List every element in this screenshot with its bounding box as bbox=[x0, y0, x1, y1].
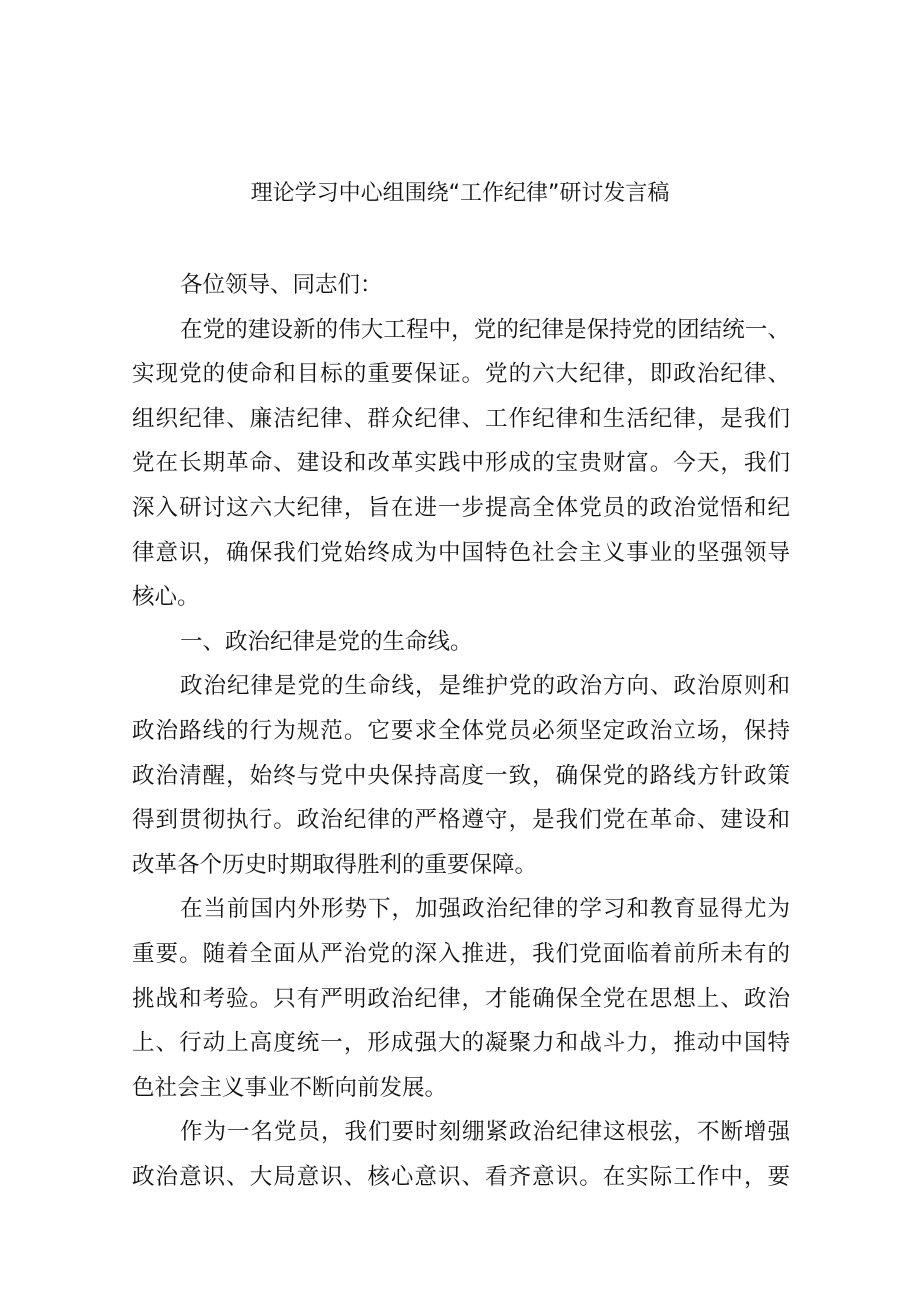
section-heading: 一、政治纪律是党的生命线。 bbox=[180, 628, 473, 655]
paragraph-line: 色社会主义事业不断向前发展。 bbox=[132, 1074, 448, 1101]
paragraph-line: 律意识，确保我们党始终成为中国特色社会主义事业的坚强领导 bbox=[132, 539, 790, 566]
paragraph-line: 上、行动上高度统一，形成强大的凝聚力和战斗力，推动中国特 bbox=[132, 1030, 790, 1057]
paragraph-line: 政治意识、大局意识、核心意识、看齐意识。在实际工作中，要 bbox=[132, 1163, 790, 1190]
paragraph-current-situation bbox=[132, 887, 790, 1110]
paragraph-line: 政治清醒，始终与党中央保持高度一致，确保党的路线方针政策 bbox=[132, 762, 790, 789]
paragraph-line: 在党的建设新的伟大工程中，党的纪律是保持党的团结统一、 bbox=[180, 316, 790, 343]
paragraph-party-member bbox=[132, 1110, 790, 1199]
document-title: 理论学习中心组围绕“工作纪律”研讨发言稿 bbox=[250, 181, 670, 206]
paragraph-line: 核心。 bbox=[132, 584, 200, 611]
document-body bbox=[132, 263, 790, 1199]
paragraph-line: 组织纪律、廉洁纪律、群众纪律、工作纪律和生活纪律，是我们 bbox=[132, 405, 790, 432]
paragraph-line: 政治路线的行为规范。它要求全体党员必须坚定政治立场，保持 bbox=[132, 717, 790, 744]
paragraph-line: 在当前国内外形势下，加强政治纪律的学习和教育显得尤为 bbox=[180, 896, 790, 923]
paragraph-line: 深入研讨这六大纪律，旨在进一步提高全体党员的政治觉悟和纪 bbox=[132, 494, 790, 521]
paragraph-line: 挑战和考验。只有严明政治纪律，才能确保全党在思想上、政治 bbox=[132, 985, 790, 1012]
paragraph-line: 党在长期革命、建设和改革实践中形成的宝贵财富。今天，我们 bbox=[132, 450, 790, 477]
section-heading-1 bbox=[132, 620, 790, 665]
paragraph-line: 重要。随着全面从严治党的深入推进，我们党面临着前所未有的 bbox=[132, 940, 790, 967]
paragraph-intro bbox=[132, 308, 790, 620]
paragraph-line: 政治纪律是党的生命线，是维护党的政治方向、政治原则和 bbox=[180, 673, 790, 700]
paragraph-line: 作为一名党员，我们要时刻绷紧政治纪律这根弦，不断增强 bbox=[180, 1119, 790, 1146]
paragraph-line: 实现党的使命和目标的重要保证。党的六大纪律，即政治纪律、 bbox=[132, 361, 790, 388]
paragraph-line: 改革各个历史时期取得胜利的重要保障。 bbox=[132, 851, 538, 878]
paragraph-political-discipline bbox=[132, 664, 790, 887]
paragraph-line: 得到贯彻执行。政治纪律的严格遵守，是我们党在革命、建设和 bbox=[132, 807, 790, 834]
salutation: 各位领导、同志们： bbox=[180, 272, 383, 298]
